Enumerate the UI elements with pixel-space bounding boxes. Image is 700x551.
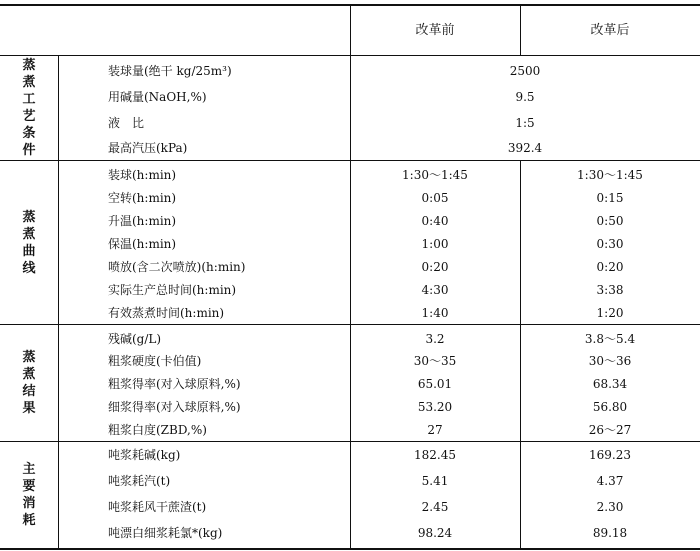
rule-bottom [0,548,700,550]
value-before: 4:30 [421,283,449,297]
value-after: 3.8～5.4 [584,332,636,346]
value-before: 65.01 [417,377,453,391]
param-label: 吨浆耗风干蔗渣(t) [108,500,207,514]
param-label: 升温(h:min) [108,214,177,228]
value-before: 1:00 [421,237,449,251]
param-label: 吨浆耗汽(t) [108,474,171,488]
param-label: 液 比 [108,116,145,130]
param-label: 吨浆耗碱(kg) [108,448,181,462]
value-after: 56.80 [592,400,628,414]
header-after: 改革后 [590,23,630,38]
value-before: 0:40 [421,214,449,228]
value-shared: 392.4 [507,141,543,155]
value-after: 0:15 [596,191,624,205]
value-after: 0:30 [596,237,624,251]
value-after: 68.34 [592,377,628,391]
param-label: 装球(h:min) [108,168,177,182]
param-label: 空转(h:min) [108,191,177,205]
param-label: 粗浆硬度(卡伯值) [108,354,202,368]
param-label: 有效蒸煮时间(h:min) [108,306,225,320]
rule-group-col [58,56,59,548]
value-after: 169.23 [589,448,631,462]
param-label: 实际生产总时间(h:min) [108,283,237,297]
value-after: 0:50 [596,214,624,228]
value-before: 1:30～1:45 [402,168,468,182]
value-before: 0:05 [421,191,449,205]
value-after: 1:20 [596,306,624,320]
value-shared: 1:5 [515,116,535,130]
value-before: 30～35 [413,354,457,368]
group-label-cooking-results: 蒸 煮 结 果 [22,350,36,416]
value-after: 1:30～1:45 [577,168,643,182]
value-after: 4.37 [596,474,624,488]
value-after: 89.18 [592,526,628,540]
value-before: 5.41 [421,474,449,488]
value-before: 27 [427,423,443,437]
param-label: 保温(h:min) [108,237,177,251]
value-before: 2.45 [421,500,449,514]
param-label: 用碱量(NaOH,%) [108,90,207,104]
value-before: 182.45 [414,448,456,462]
param-label: 装球量(绝干 kg/25m³) [108,64,232,78]
group-label-cooking-conditions: 蒸 煮 工 艺 条 件 [22,58,36,158]
group-label-cooking-curve: 蒸 煮 曲 线 [22,209,36,276]
param-label: 残碱(g/L) [108,332,162,346]
param-label: 粗浆得率(对入球原料,%) [108,377,241,391]
value-after: 0:20 [596,260,624,274]
param-label: 吨漂白细浆耗氯*(kg) [108,526,223,540]
value-before: 53.20 [417,400,453,414]
value-after: 2.30 [596,500,624,514]
value-after: 26～27 [588,423,632,437]
rule-param-col [350,5,351,548]
value-after: 3:38 [596,283,624,297]
value-before: 0:20 [421,260,449,274]
value-shared: 2500 [509,64,541,78]
param-label: 细浆得率(对入球原料,%) [108,400,241,414]
value-before: 3.2 [425,332,445,346]
param-label: 最高汽压(kPa) [108,141,188,155]
header-before: 改革前 [415,23,455,38]
value-after: 30～36 [588,354,632,368]
param-label: 喷放(含二次喷放)(h:min) [108,260,246,274]
group-label-main-consumption: 主 要 消 耗 [22,462,36,528]
value-before: 98.24 [417,526,453,540]
value-shared: 9.5 [515,90,535,104]
param-label: 粗浆白度(ZBD,%) [108,423,207,437]
value-before: 1:40 [421,306,449,320]
